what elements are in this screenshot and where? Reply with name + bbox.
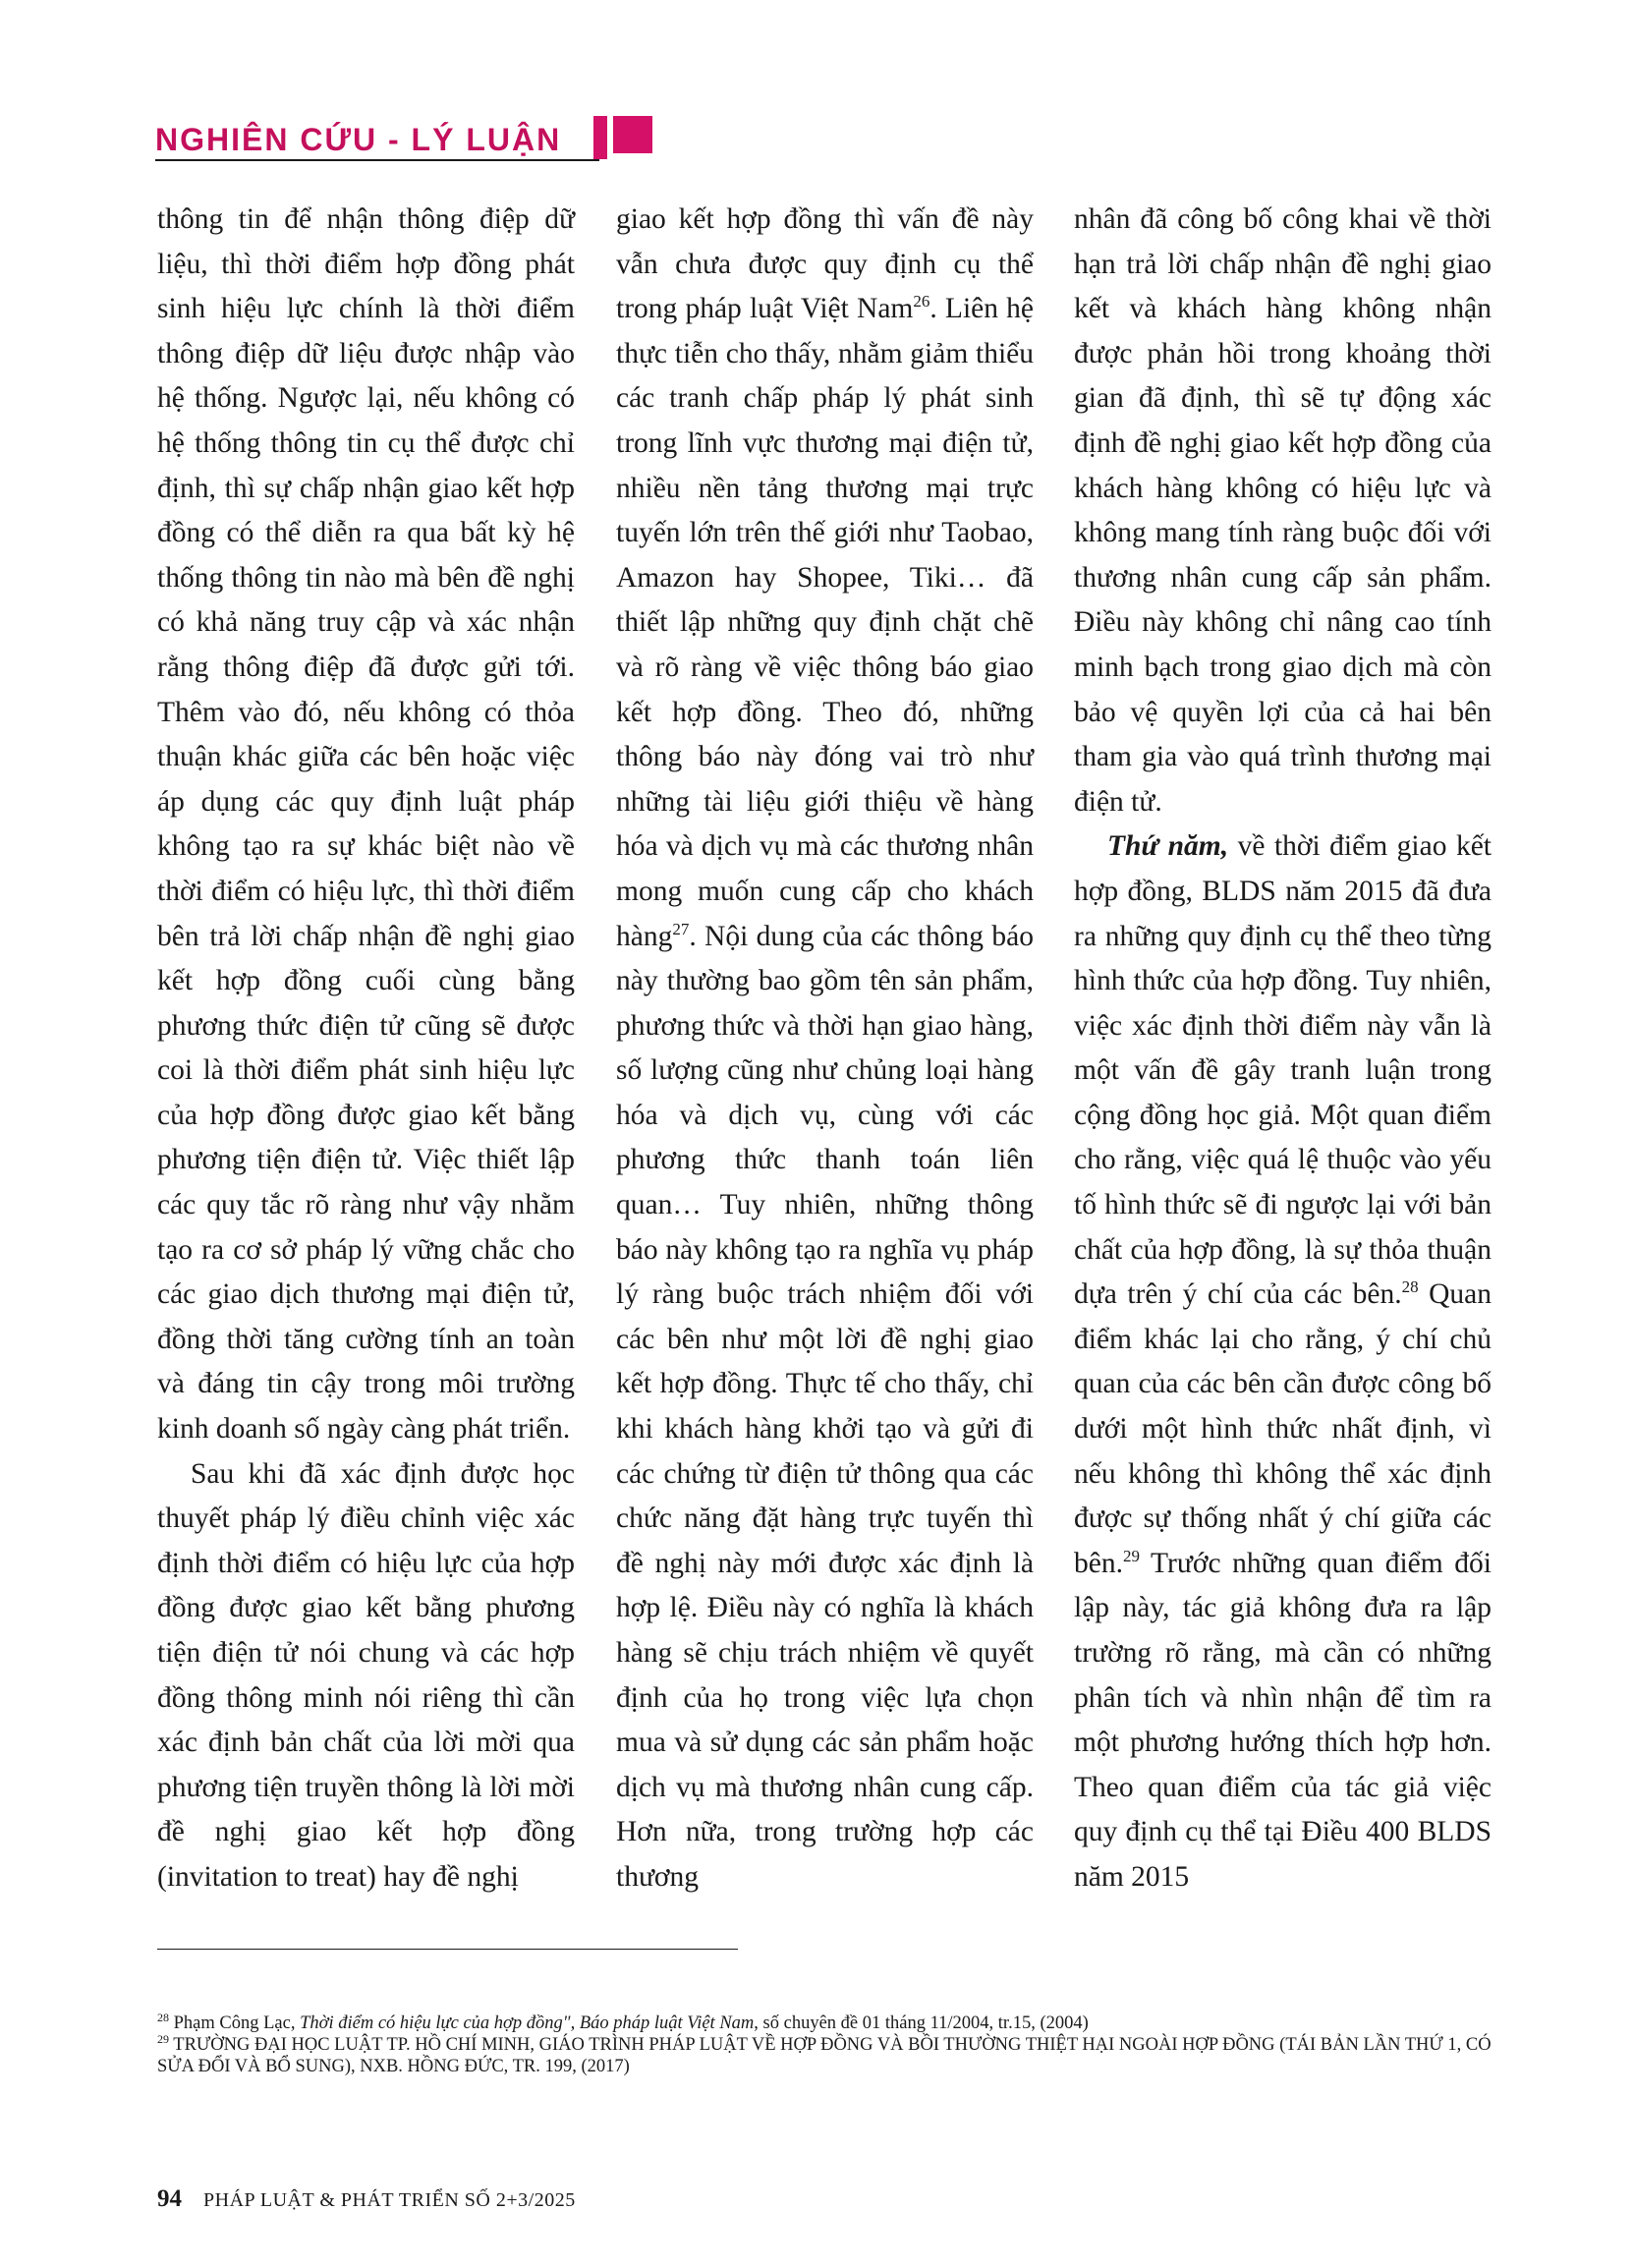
text-column-2	[616, 198, 1034, 1900]
text-run: Quan điểm khác lại cho rằng, ý chí chủ quan của các bên cần được công bố dưới một hình thức nhất định, vì nếu không thì không thể xác định được sự thống nhất ý chí giữa các bên.	[1074, 1278, 1492, 1579]
text-run: giao kết hợp đồng thì vấn đề này vẫn chưa được quy định cụ thể trong pháp luật Việt Nam	[616, 203, 1034, 325]
paragraph: nhân đã công bố công khai về thời hạn trả lời chấp nhận đề nghị giao kết và khách hàng không nhận được phản hồi trong khoảng thời gian đã định, thì sẽ tự động xác định đề nghị giao kết hợp đồng của khách hàng không có hiệu lực và không mang tính ràng buộc đối với thương nhân cung cấp sản phẩm. Điều này không chỉ nâng cao tính minh bạch trong giao dịch mà còn bảo vệ quyền lợi của cả hai bên tham gia vào quá trình thương mại điện tử.	[1074, 203, 1492, 818]
footnotes	[157, 2010, 1493, 2077]
footnote-number: 28	[157, 2010, 169, 2024]
paragraph	[616, 198, 1034, 1900]
paragraph: Sau khi đã xác định được học thuyết pháp lý điều chỉnh việc xác định thời điểm có hiệu lực của hợp đồng được giao kết bằng phương tiện điện tử nói chung và các hợp đồng thông minh nói riêng thì cần xác định bản chất của lời mời qua phương tiện truyền thông là lời mời đề nghị giao kết hợp đồng (invitation to treat) hay đề nghị	[157, 1457, 575, 1893]
paragraph: thông tin để nhận thông điệp dữ liệu, thì thời điểm hợp đồng phát sinh hiệu lực chính là thời điểm thông điệp dữ liệu được nhập vào hệ thống. Ngược lại, nếu không có hệ thống thông tin cụ thể được chỉ định, thì sự chấp nhận giao kết hợp đồng có thể diễn ra qua bất kỳ hệ thống thông tin nào mà bên đề nghị có khả năng truy cập và xác nhận rằng thông điệp đã được gửi tới. Thêm vào đó, nếu không có thỏa thuận khác giữa các bên hoặc việc áp dụng các quy định luật pháp không tạo ra sự khác biệt nào về thời điểm có hiệu lực, thì thời điểm bên trả lời chấp nhận đề nghị giao kết hợp đồng cuối cùng bằng phương thức điện tử cũng sẽ được coi là thời điểm phát sinh hiệu lực của hợp đồng được giao kết bằng phương tiện điện tử. Việc thiết lập các quy tắc rõ ràng như vậy nhằm tạo ra cơ sở pháp lý vững chắc cho các giao dịch thương mại điện tử, đồng thời tăng cường tính an toàn và đáng tin cậy trong môi trường kinh doanh số ngày càng phát triển.	[157, 203, 575, 1446]
footnote-ref-27[interactable]: 27	[672, 919, 690, 938]
section-title: NGHIÊN CỨU - LÝ LUẬN	[155, 122, 562, 157]
footnote-divider	[157, 1949, 738, 1950]
paragraph-lead-label: Thứ năm,	[1107, 830, 1229, 863]
page-number: 94	[157, 2185, 182, 2212]
text-run: Trước những quan điểm đối lập này, tác giả không đưa ra lập trường rõ rằng, mà cần có những phân tích và nhìn nhận để tìm ra một phương hướng thích hợp hơn. Theo quan điểm của tác giả việc quy định cụ thể tại Điều 400 BLDS năm 2015	[1074, 1547, 1492, 1893]
header-accent-block	[613, 116, 652, 153]
header-rule	[155, 159, 599, 161]
footnote-number: 29	[157, 2031, 169, 2046]
publication-name: PHÁP LUẬT & PHÁT TRIỂN SỐ 2+3/2025	[203, 2189, 576, 2211]
text-run: . Liên hệ thực tiễn cho thấy, nhằm giảm thiểu các tranh chấp pháp lý phát sinh trong lĩnh vực thương mại điện tử, nhiều nền tảng thương mại trực tuyến lớn trên thế giới như Taobao, Amazon hay Shopee, Tiki… đã thiết lập những quy định chặt chẽ và rõ ràng về việc thông báo giao kết hợp đồng. Theo đó, những thông báo này đóng vai trò như những tài liệu giới thiệu về hàng hóa và dịch vụ mà các thương nhân mong muốn cung cấp cho khách hàng	[616, 293, 1034, 952]
text-column-3	[1074, 198, 1492, 1900]
footnote-ref-29[interactable]: 29	[1122, 1546, 1140, 1565]
header-accent-bar	[593, 116, 607, 159]
page-footer	[157, 2185, 576, 2213]
footnote-28	[157, 2010, 1493, 2034]
paragraph	[1074, 824, 1492, 1899]
footnote-author: Phạm Công Lạc,	[169, 2013, 301, 2033]
text-run: về thời điểm giao kết hợp đồng, BLDS năm 2015 đã đưa ra những quy định cụ thể theo từng hình thức của hợp đồng. Tuy nhiên, việc xác định thời điểm này vẫn là một vấn đề gây tranh luận trong cộng đồng học giả. Một quan điểm cho rằng, việc quá lệ thuộc vào yếu tố hình thức sẽ đi ngược lại với bản chất của hợp đồng, là sự thỏa thuận dựa trên ý chí của các bên.	[1074, 830, 1492, 1311]
text-column-1	[157, 198, 575, 1900]
text-run: . Nội dung của các thông báo này thường bao gồm tên sản phẩm, phương thức và thời hạn giao hàng, số lượng cũng như chủng loại hàng hóa và dịch vụ, cùng với các phương thức thanh toán liên quan… Tuy nhiên, những thông báo này không tạo ra nghĩa vụ pháp lý ràng buộc trách nhiệm đối với các bên như một lời đề nghị giao kết hợp đồng. Thực tế cho thấy, chỉ khi khách hàng khởi tạo và gửi đi các chứng từ điện tử thông qua các chức năng đặt hàng trực tuyến thì đề nghị này mới được xác định là hợp lệ. Điều này có nghĩa là khách hàng sẽ chịu trách nhiệm về quyết định của họ trong việc lựa chọn mua và sử dụng các sản phẩm hoặc dịch vụ mà thương nhân cung cấp. Hơn nữa, trong trường hợp các thương	[616, 920, 1034, 1893]
footnote-29	[157, 2031, 1493, 2077]
footnote-text: TRƯỜNG ĐẠI HỌC LUẬT TP. HỒ CHÍ MINH, GIÁO TRÌNH PHÁP LUẬT VỀ HỢP ĐỒNG VÀ BỒI THƯỜNG THIỆT HẠI NGOÀI HỢP ĐỒNG (TÁI BẢN LẦN THỨ 1, CÓ SỬA ĐỔI VÀ BỔ SUNG), NXB. HỒNG ĐỨC, TR. 199, (2017)	[157, 2035, 1492, 2076]
footnote-ref-28[interactable]: 28	[1401, 1277, 1419, 1297]
footnote-ref-26[interactable]: 26	[913, 292, 930, 312]
footnote-title: Thời điểm có hiệu lực của hợp đồng", Báo pháp luật Việt Nam	[300, 2013, 755, 2033]
footnote-details: , số chuyên đề 01 tháng 11/2004, tr.15, (2004)	[754, 2013, 1089, 2033]
